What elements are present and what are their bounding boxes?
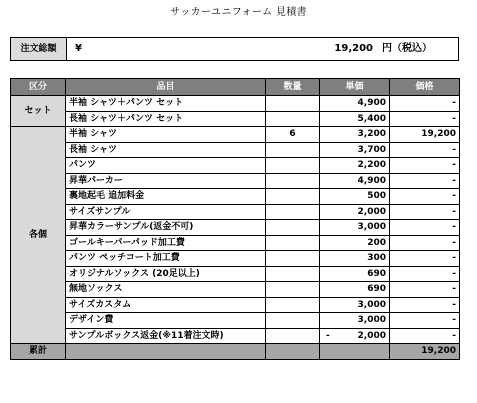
amount-cell: - — [390, 282, 460, 298]
amount-cell: - — [390, 204, 460, 220]
unit-price-value: 2,000 — [357, 330, 386, 341]
table-row — [11, 204, 460, 220]
item-name-cell: 半袖 シャツ＋パンツ セット — [66, 96, 266, 112]
table-row — [11, 158, 460, 174]
amount-cell: - — [390, 220, 460, 236]
quantity-cell — [266, 251, 320, 267]
item-name-cell: パンツ — [66, 158, 266, 174]
quantity-cell — [266, 173, 320, 189]
amount-cell: - — [390, 251, 460, 267]
unit-price-cell — [320, 251, 390, 267]
item-name-cell: ゴールキーパーパッド加工費 — [66, 235, 266, 251]
item-name-cell: サイズサンプル — [66, 204, 266, 220]
amount-cell: - — [390, 111, 460, 127]
unit-price-cell — [320, 282, 390, 298]
quantity-cell — [266, 142, 320, 158]
quantity-cell — [266, 189, 320, 205]
table-row — [11, 328, 460, 344]
unit-price-cell — [320, 204, 390, 220]
unit-price-cell — [320, 173, 390, 189]
quantity-cell — [266, 158, 320, 174]
item-name-cell: デザイン費 — [66, 313, 266, 329]
table-row — [11, 220, 460, 236]
unit-price-value: 3,000 — [357, 222, 386, 233]
unit-price-cell — [320, 266, 390, 282]
unit-price-value: 200 — [367, 237, 386, 248]
item-name-cell: サイズカスタム — [66, 297, 266, 313]
item-name-cell: 長袖 シャツ — [66, 142, 266, 158]
summary-label: 累計 — [11, 344, 66, 360]
item-name-cell: 半袖 シャツ — [66, 127, 266, 143]
table-row — [11, 127, 460, 143]
unit-price-cell — [320, 328, 390, 344]
item-name-cell: パンツ ペッチコート加工費 — [66, 251, 266, 267]
amount-cell: 19,200 — [390, 127, 460, 143]
unit-price-value: 500 — [367, 191, 386, 202]
unit-price-value: 3,700 — [357, 144, 386, 155]
table-row — [11, 189, 460, 205]
quote-table — [10, 78, 460, 360]
col-header-amount: 価格 — [390, 79, 460, 96]
amount-cell: - — [390, 297, 460, 313]
quantity-cell — [266, 282, 320, 298]
item-name-cell: オリジナルソックス (20足以上) — [66, 266, 266, 282]
item-name-cell: 昇華カラーサンプル(返金不可) — [66, 220, 266, 236]
quote-table-body — [11, 96, 460, 344]
unit-price-value: 690 — [367, 268, 386, 279]
table-row — [11, 142, 460, 158]
unit-price-cell — [320, 297, 390, 313]
quantity-cell — [266, 297, 320, 313]
summary-row — [11, 344, 460, 360]
item-name-cell: 長袖 シャツ＋パンツ セット — [66, 111, 266, 127]
unit-price-cell — [320, 142, 390, 158]
table-row — [11, 313, 460, 329]
quantity-cell — [266, 96, 320, 112]
order-total-amount: 19,200 — [334, 43, 373, 54]
unit-price-cell — [320, 158, 390, 174]
amount-cell: - — [390, 142, 460, 158]
unit-price-value: 300 — [367, 253, 386, 264]
unit-price-value: 2,200 — [357, 160, 386, 171]
unit-price-cell — [320, 127, 390, 143]
item-name-cell: 昇華パーカー — [66, 173, 266, 189]
order-total-label: 注文総額 — [11, 38, 67, 60]
item-name-cell: サンプルボックス返金(※11着注文時) — [66, 328, 266, 344]
amount-cell: - — [390, 173, 460, 189]
minus-sign: - — [326, 330, 330, 341]
item-name-cell: 裏地起毛 追加料金 — [66, 189, 266, 205]
unit-price-value: 3,200 — [357, 129, 386, 140]
table-row — [11, 173, 460, 189]
table-row — [11, 111, 460, 127]
category-cell: 各個 — [11, 127, 66, 344]
unit-price-value: 2,000 — [357, 206, 386, 217]
quantity-cell — [266, 204, 320, 220]
unit-price-cell — [320, 313, 390, 329]
amount-cell: - — [390, 266, 460, 282]
col-header-category: 区分 — [11, 79, 66, 96]
unit-price-cell — [320, 189, 390, 205]
amount-cell: - — [390, 158, 460, 174]
table-row — [11, 96, 460, 112]
quantity-cell — [266, 313, 320, 329]
quantity-cell — [266, 266, 320, 282]
amount-cell: - — [390, 328, 460, 344]
table-row — [11, 266, 460, 282]
amount-cell: - — [390, 96, 460, 112]
table-row — [11, 282, 460, 298]
item-name-cell: 無地ソックス — [66, 282, 266, 298]
amount-cell: - — [390, 235, 460, 251]
quantity-cell — [266, 220, 320, 236]
category-cell: セット — [11, 96, 66, 127]
order-total-box — [10, 37, 459, 61]
currency-symbol: ¥ — [75, 43, 82, 54]
quantity-cell — [266, 328, 320, 344]
quantity-cell: 6 — [266, 127, 320, 143]
col-header-item: 品目 — [66, 79, 266, 96]
table-header-row — [11, 79, 460, 96]
quantity-cell — [266, 235, 320, 251]
summary-blank — [66, 344, 266, 360]
col-header-price: 単価 — [320, 79, 390, 96]
table-row — [11, 297, 460, 313]
unit-price-cell — [320, 111, 390, 127]
page-title: サッカーユニフォーム 見積書 — [170, 7, 307, 18]
unit-price-value: 4,900 — [357, 98, 386, 109]
order-total-unit: 円（税込） — [382, 43, 432, 54]
amount-cell: - — [390, 189, 460, 205]
unit-price-cell — [320, 96, 390, 112]
summary-blank — [266, 344, 320, 360]
amount-cell: - — [390, 313, 460, 329]
table-row — [11, 235, 460, 251]
unit-price-cell — [320, 220, 390, 236]
col-header-qty: 数量 — [266, 79, 320, 96]
table-row — [11, 251, 460, 267]
unit-price-value: 5,400 — [357, 113, 386, 124]
summary-amount: 19,200 — [390, 344, 460, 360]
unit-price-value: 690 — [367, 284, 386, 295]
unit-price-value: 3,000 — [357, 315, 386, 326]
summary-blank — [320, 344, 390, 360]
unit-price-value: 4,900 — [357, 175, 386, 186]
unit-price-value: 3,000 — [357, 299, 386, 310]
unit-price-cell — [320, 235, 390, 251]
quantity-cell — [266, 111, 320, 127]
